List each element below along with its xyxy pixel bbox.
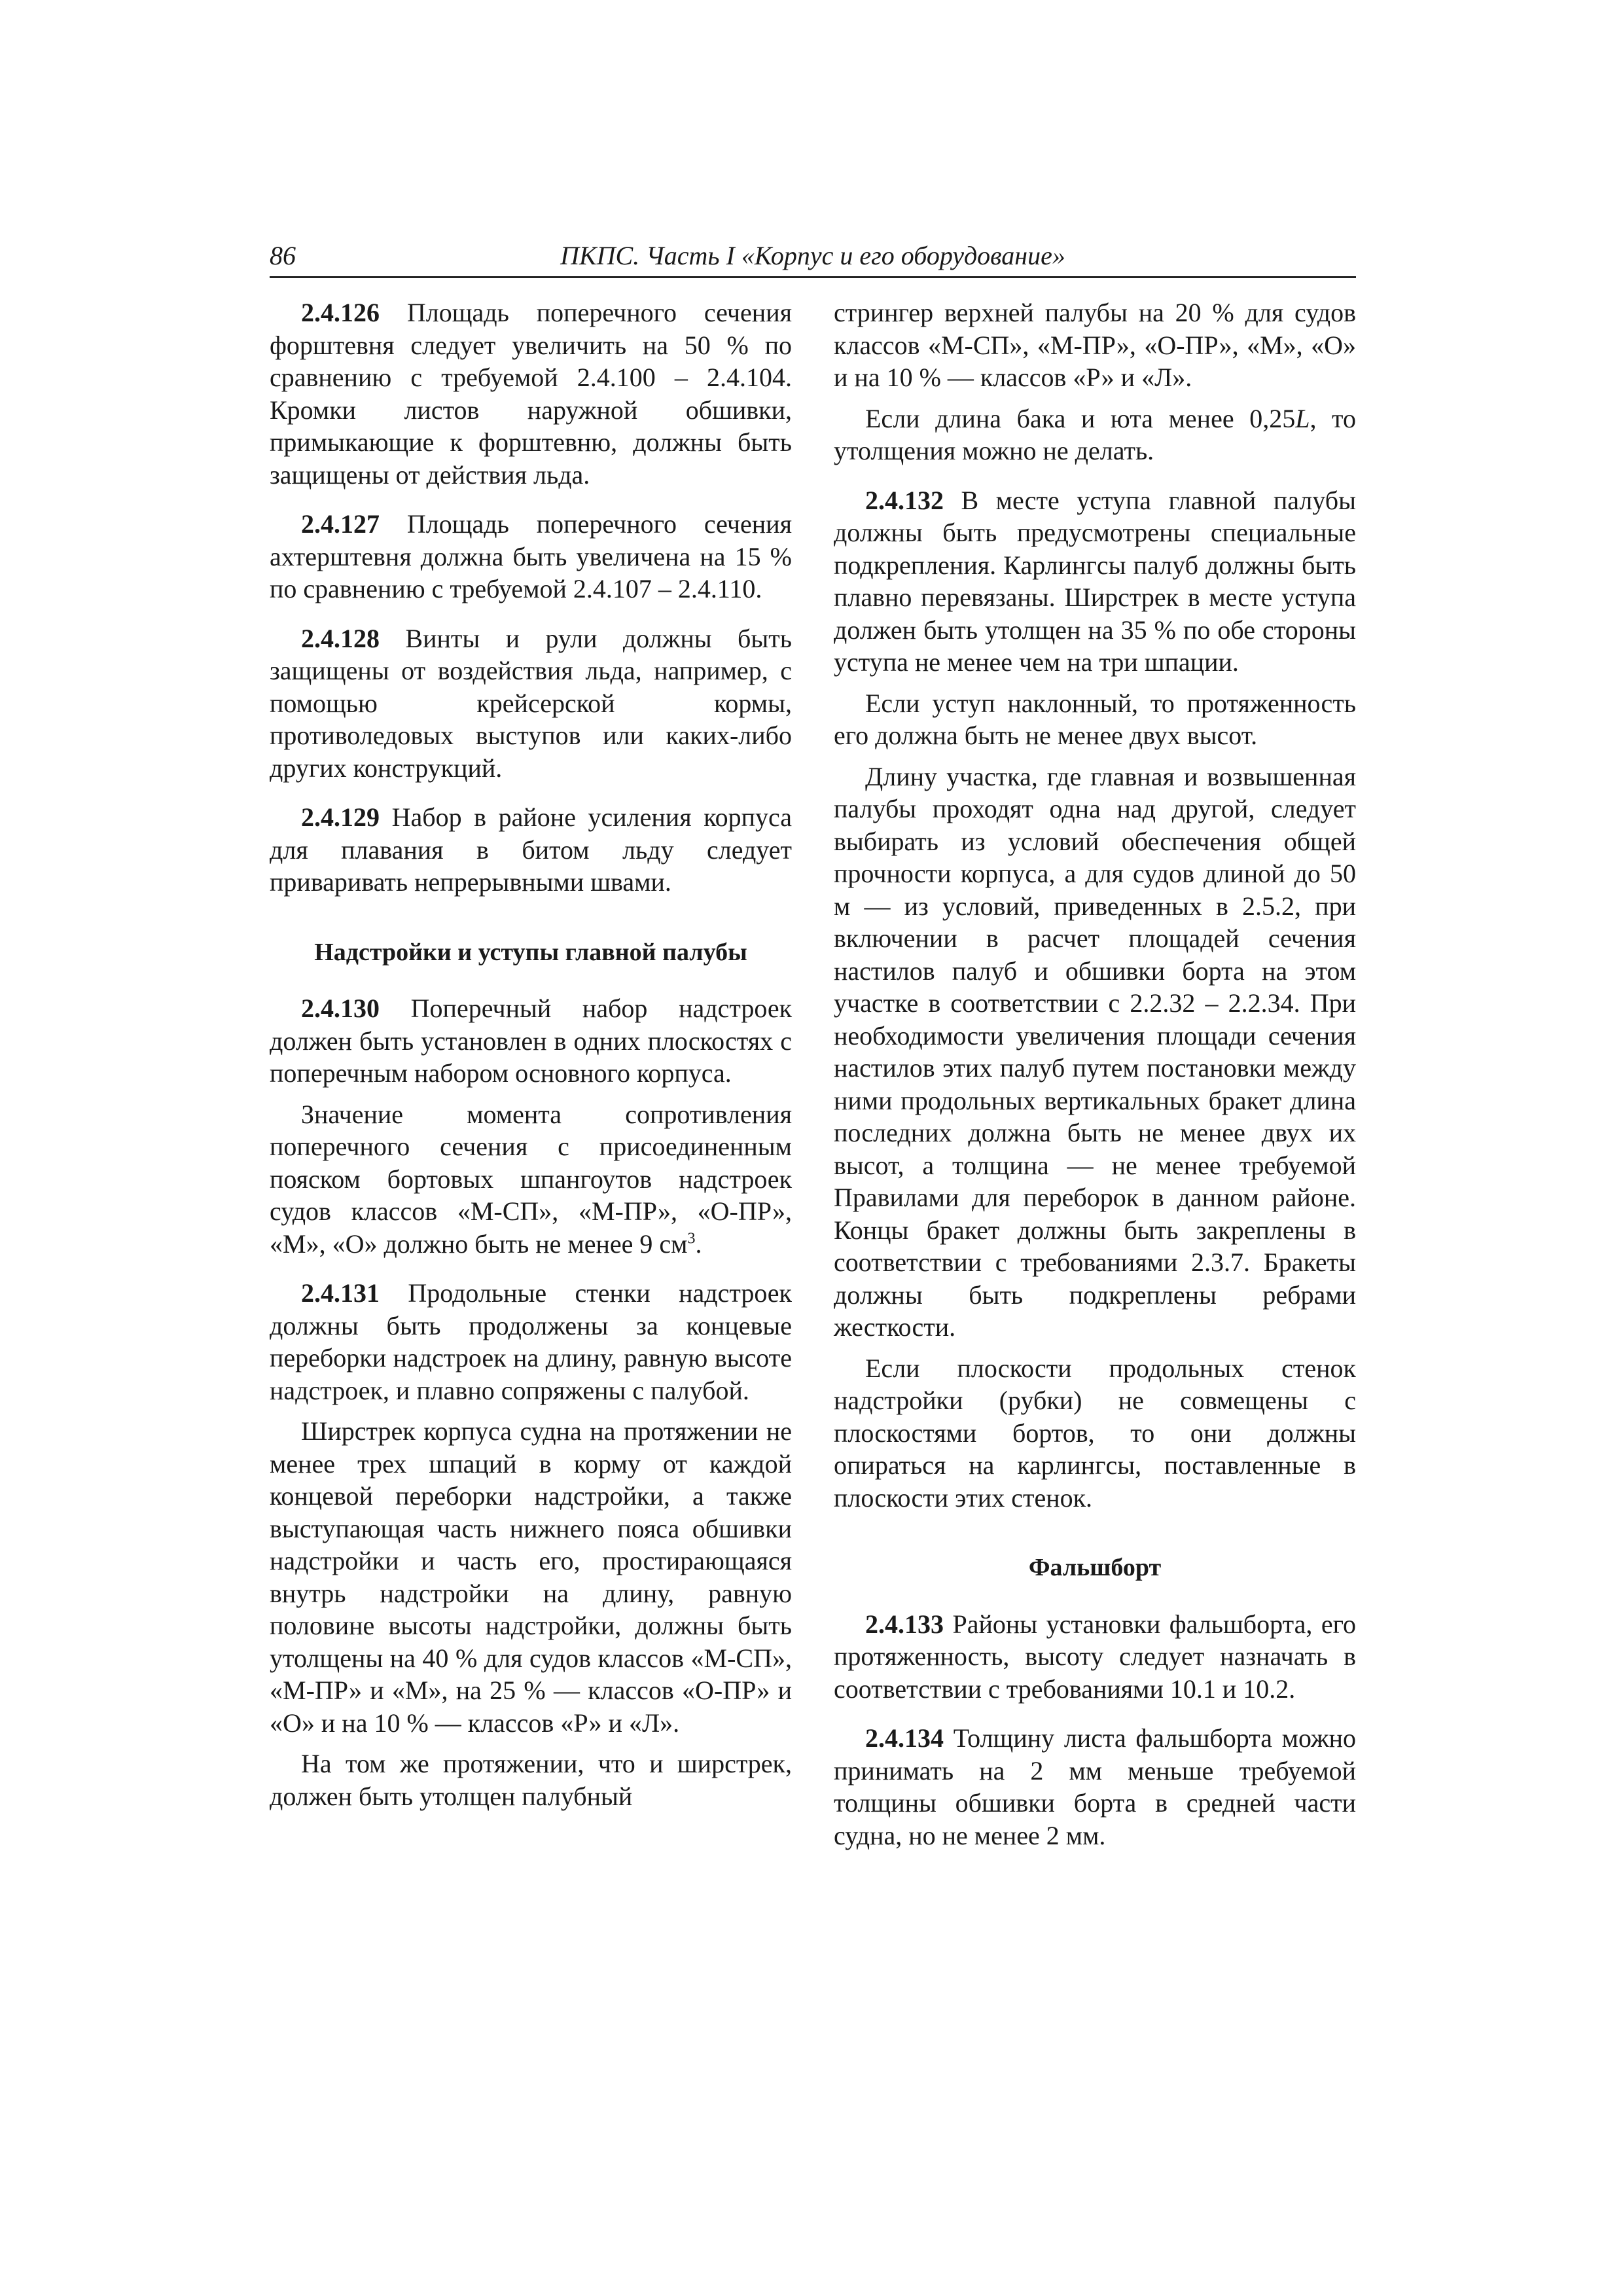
paragraph-2-4-129 <box>270 801 792 899</box>
running-title: ПКПС. Часть I «Корпус и его оборудование» <box>560 241 1065 270</box>
paragraph-text: Значение момента сопротивления поперечного сечения с присоединенным пояском бортовых шпангоутов надстроек судов классов «М-СП», «М-ПР», «О-ПР», «М», «О» должно быть не менее 9 см <box>270 1099 792 1259</box>
paragraph-longitudinal-walls: Если плоскости продольных стенок надстройки (рубки) не совмещены с плоскостями бортов, то они должны опираться на карлингсы, поставленные в плоскости этих стенок. <box>834 1353 1356 1513</box>
clause-number: 2.4.132 <box>865 485 944 515</box>
paragraph-2-4-128 <box>270 622 792 785</box>
clause-number: 2.4.131 <box>301 1278 380 1308</box>
paragraph-2-4-132 <box>834 484 1356 679</box>
paragraph-section-length: Длину участка, где главная и возвышенная палубы проходят одна над другой, следует выбирать из условий обеспечения общей прочности корпуса, а для судов длиной до 50 м — из условий, приведенных в 2.5.2, при включении в расчет площадей сечения настилов палуб и обшивки борта на этом участке в соответствии с 2.2.32 – 2.2.34. При необходимости увеличения площади сечения настилов этих палуб путем постановки между ними продольных вертикальных бракет длина последних должна быть не менее двух их высот, а толщина — не менее требуемой Правилами для переборок в данном районе. Концы бракет должны быть закреплены в соответствии с требованиями 2.3.7. Бракеты должны быть подкреплены ребрами жесткости. <box>834 761 1356 1342</box>
clause-number: 2.4.127 <box>301 509 380 539</box>
page-number: 86 <box>270 241 296 270</box>
right-column <box>834 296 1356 1860</box>
paragraph-2-4-131-stringer: На том же протяжении, что и ширстрек, должен быть утолщен палубный <box>270 1749 792 1811</box>
clause-text: Площадь поперечного сечения форштевня следует увеличить на 50 % по сравнению с требуемой 2.4.100 – 2.4.104. Кромки листов наружной обшивки, примыкающие к форштевню, должны быть защищены от действия льда. <box>270 298 792 490</box>
paragraph-2-4-130-cont <box>270 1098 792 1261</box>
clause-text: Винты и рули должны быть защищены от воздействия льда, например, с помощью крейсерской кормы, противоледовых выступов или каких-либо других конструкций. <box>270 623 792 783</box>
paragraph-2-4-134 <box>834 1722 1356 1852</box>
paragraph-text: Если длина бака и юта менее 0,25 <box>865 403 1296 433</box>
superscript: 3 <box>687 1230 696 1247</box>
left-column <box>270 296 792 1821</box>
clause-number: 2.4.128 <box>301 623 380 653</box>
paragraph-end: . <box>695 1229 702 1259</box>
clause-text: Набор в районе усиления корпуса для плавания в битом льду следует приваривать непрерывными швами. <box>270 802 792 897</box>
paragraph-end: , то утолщения можно не делать. <box>834 403 1357 465</box>
clause-text: Поперечный набор надстроек должен быть установлен в одних плоскостях с поперечным набором основного корпуса. <box>270 994 792 1088</box>
paragraph-2-4-131-sheerstrake: Ширстрек корпуса судна на протяжении не менее трех шпаций в корму от каждой концевой переборки надстройки, а также выступающая часть нижнего пояса обшивки надстройки и часть его, простирающаяся внутрь надстройки на длину, равную половине высоты надстройки, должны быть утолщены на 40 % для судов классов «М-СП», «М-ПР» и «М», на 25 % — классов «О-ПР» и «О» и на 10 % — классов «Р» и «Л». <box>270 1416 792 1738</box>
paragraph-inclined-step: Если уступ наклонный, то протяженность его должна быть не менее двух высот. <box>834 688 1356 750</box>
clause-number: 2.4.133 <box>865 1609 944 1639</box>
paragraph-continued: стрингер верхней палубы на 20 % для судов классов «М-СП», «М-ПР», «О-ПР», «М», «О» и на 10 % — классов «Р» и «Л». <box>834 298 1356 392</box>
clause-text: Районы установки фальшборта, его протяженность, высоту следует назначать в соответствии с требованиями 10.1 и 10.2. <box>834 1609 1356 1704</box>
paragraph-2-4-130 <box>270 992 792 1090</box>
paragraph-2-4-131 <box>270 1277 792 1407</box>
clause-number: 2.4.126 <box>301 298 380 327</box>
clause-number: 2.4.130 <box>301 994 380 1023</box>
clause-number: 2.4.129 <box>301 802 380 832</box>
clause-text: Площадь поперечного сечения ахтерштевня должна быть увеличена на 15 % по сравнению с требуемой 2.4.107 – 2.4.110. <box>270 509 792 603</box>
clause-text: В месте уступа главной палубы должны быть предусмотрены специальные подкрепления. Карлингсы палуб должны быть плавно перевязаны. Ширстрек в месте уступа должен быть утолщен на 35 % по обе стороны уступа не менее чем на три шпации. <box>834 485 1356 677</box>
clause-number: 2.4.134 <box>865 1723 944 1753</box>
clause-text: Продольные стенки надстроек должны быть продолжены за концевые переборки надстроек на длину, равную высоте надстроек, и плавно сопряжены с палубой. <box>270 1278 792 1405</box>
paragraph-2-4-133 <box>834 1608 1356 1706</box>
paragraph-2-4-127 <box>270 508 792 605</box>
variable-l: L <box>1295 403 1310 433</box>
paragraph-forecastle <box>834 403 1356 467</box>
page-header <box>270 236 1356 278</box>
paragraph-2-4-126 <box>270 296 792 491</box>
section-heading-superstructures: Надстройки и уступы главной палубы <box>314 938 747 966</box>
section-heading-bulwark: Фальшборт <box>1028 1554 1162 1581</box>
clause-text: Толщину листа фальшборта можно принимать на 2 мм меньше требуемой толщины обшивки борта в средней части судна, но не менее 2 мм. <box>834 1723 1356 1850</box>
